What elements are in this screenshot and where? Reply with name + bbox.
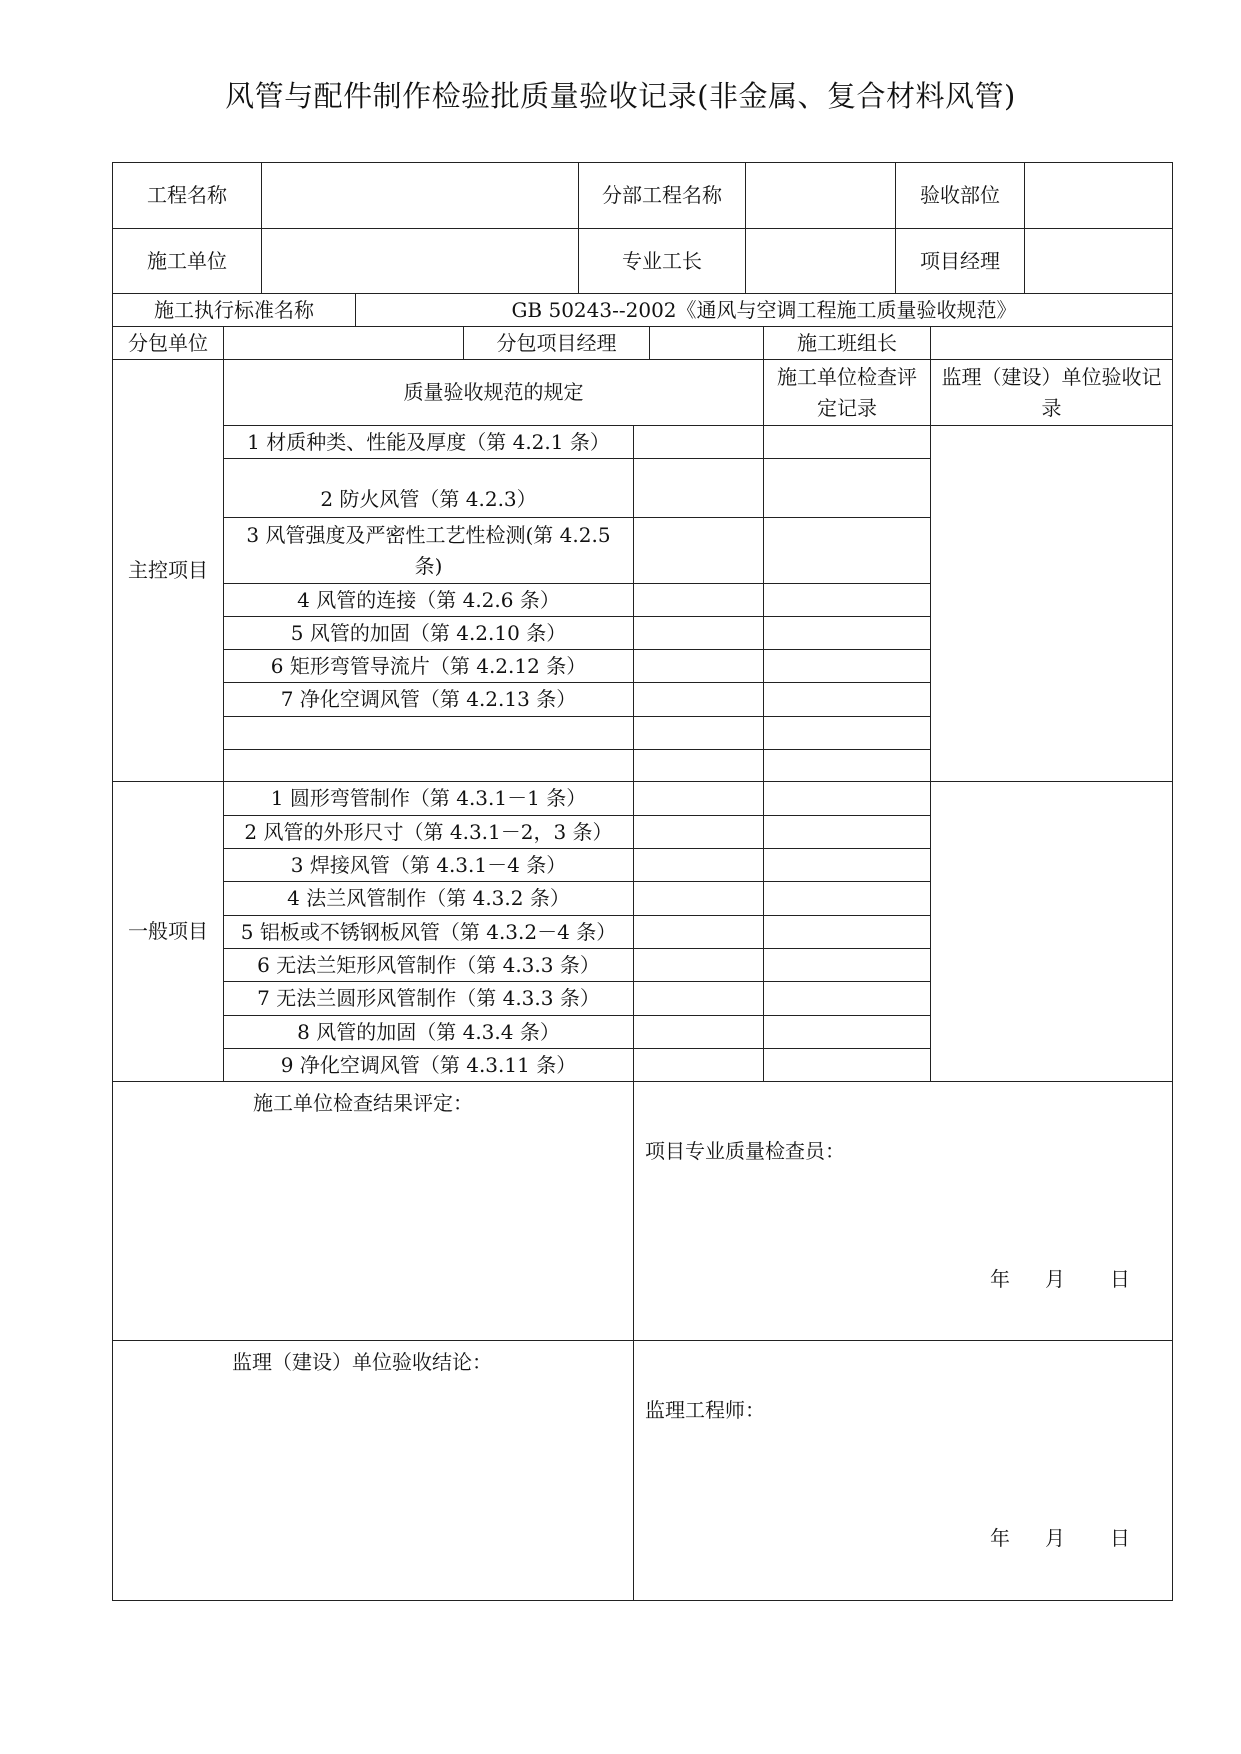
main-control-item: 3 风管强度及严密性工艺性检测(第 4.2.5 条) [223, 517, 634, 584]
main-control-label: 主控项目 [112, 359, 224, 782]
main-control-cell[interactable] [633, 583, 764, 617]
general-label: 一般项目 [112, 781, 224, 1082]
main-control-item: 6 矩形弯管导流片（第 4.2.12 条） [223, 649, 634, 683]
date-year: 年 [990, 1526, 1010, 1550]
general-cell[interactable] [633, 981, 764, 1016]
general-check-cell[interactable] [763, 948, 931, 982]
main-control-check-cell[interactable] [763, 517, 931, 584]
main-control-check-cell[interactable] [763, 425, 931, 459]
general-check-cell[interactable] [763, 881, 931, 916]
document-title: 风管与配件制作检验批质量验收记录(非金属、复合材料风管) [225, 79, 1016, 113]
main-control-item: 2 防火风管（第 4.2.3） [223, 458, 634, 518]
acceptance-part-label: 验收部位 [895, 162, 1025, 229]
main-control-item: 7 净化空调风管（第 4.2.13 条） [223, 682, 634, 717]
inspector-box[interactable] [633, 1081, 1173, 1341]
main-control-check-cell[interactable] [763, 749, 931, 782]
main-control-cell[interactable] [633, 716, 764, 750]
general-cell[interactable] [633, 915, 764, 949]
general-item: 3 焊接风管（第 4.3.1－4 条） [223, 848, 634, 882]
general-check-cell[interactable] [763, 848, 931, 882]
team-leader-field[interactable] [930, 326, 1173, 360]
inspector-label: 项目专业质量检查员： [645, 1139, 845, 1163]
engineer-label: 监理工程师： [645, 1398, 765, 1422]
main-control-cell[interactable] [633, 749, 764, 782]
contractor-result-label: 施工单位检查结果评定： [253, 1091, 473, 1115]
main-control-cell[interactable] [633, 616, 764, 650]
main-control-item [223, 716, 634, 750]
sub-pm-label: 分包项目经理 [463, 326, 650, 360]
general-item: 9 净化空调风管（第 4.3.11 条） [223, 1048, 634, 1082]
general-item: 5 铝板或不锈钢板风管（第 4.3.2－4 条） [223, 915, 634, 949]
general-check-cell[interactable] [763, 815, 931, 849]
contractor-check-column-header: 施工单位检查评定记录 [763, 359, 931, 426]
general-check-cell[interactable] [763, 1048, 931, 1082]
main-control-item: 5 风管的加固（第 4.2.10 条） [223, 616, 634, 650]
supervision-record-column-header: 监理（建设）单位验收记录 [930, 359, 1173, 426]
date-month: 月 [1045, 1526, 1065, 1550]
general-item: 4 法兰风管制作（第 4.3.2 条） [223, 881, 634, 916]
general-item: 7 无法兰圆形风管制作（第 4.3.3 条） [223, 981, 634, 1016]
general-item: 8 风管的加固（第 4.3.4 条） [223, 1015, 634, 1049]
subcontractor-field[interactable] [223, 326, 464, 360]
foreman-field[interactable] [745, 228, 896, 294]
engineer-box[interactable] [633, 1340, 1173, 1601]
main-control-item [223, 749, 634, 782]
acceptance-part-field[interactable] [1024, 162, 1173, 229]
general-check-cell[interactable] [763, 981, 931, 1016]
main-control-cell[interactable] [633, 425, 764, 459]
main-control-supervision-cell[interactable] [930, 425, 1173, 782]
sub-project-field[interactable] [745, 162, 896, 229]
main-control-cell[interactable] [633, 517, 764, 584]
project-name-label: 工程名称 [112, 162, 262, 229]
project-manager-field[interactable] [1024, 228, 1173, 294]
sub-project-label: 分部工程名称 [578, 162, 746, 229]
supervision-conclusion-box[interactable] [112, 1340, 634, 1601]
general-cell[interactable] [633, 781, 764, 816]
project-manager-label: 项目经理 [895, 228, 1025, 294]
general-cell[interactable] [633, 815, 764, 849]
general-cell[interactable] [633, 1048, 764, 1082]
spec-column-header: 质量验收规范的规定 [223, 359, 764, 426]
general-check-cell[interactable] [763, 1015, 931, 1049]
team-leader-label: 施工班组长 [763, 326, 931, 360]
main-control-item: 1 材质种类、性能及厚度（第 4.2.1 条） [223, 425, 634, 459]
main-control-cell[interactable] [633, 682, 764, 717]
date-year: 年 [990, 1267, 1010, 1291]
general-item: 6 无法兰矩形风管制作（第 4.3.3 条） [223, 948, 634, 982]
date-day: 日 [1110, 1267, 1130, 1291]
general-item: 1 圆形弯管制作（第 4.3.1－1 条） [223, 781, 634, 816]
standard-value: GB 50243--2002《通风与空调工程施工质量验收规范》 [355, 293, 1173, 327]
general-cell[interactable] [633, 1015, 764, 1049]
main-control-check-cell[interactable] [763, 583, 931, 617]
sub-pm-field[interactable] [649, 326, 764, 360]
general-supervision-cell[interactable] [930, 781, 1173, 1082]
contractor-field[interactable] [261, 228, 579, 294]
date-month: 月 [1045, 1267, 1065, 1291]
main-control-check-cell[interactable] [763, 716, 931, 750]
subcontractor-label: 分包单位 [112, 326, 224, 360]
main-control-check-cell[interactable] [763, 616, 931, 650]
main-control-check-cell[interactable] [763, 682, 931, 717]
contractor-label: 施工单位 [112, 228, 262, 294]
supervision-conclusion-label: 监理（建设）单位验收结论： [232, 1350, 492, 1374]
general-cell[interactable] [633, 948, 764, 982]
main-control-check-cell[interactable] [763, 458, 931, 518]
main-control-item: 4 风管的连接（第 4.2.6 条） [223, 583, 634, 617]
standard-label: 施工执行标准名称 [112, 293, 356, 327]
general-cell[interactable] [633, 881, 764, 916]
general-item: 2 风管的外形尺寸（第 4.3.1－2，3 条） [223, 815, 634, 849]
general-check-cell[interactable] [763, 781, 931, 816]
project-name-field[interactable] [261, 162, 579, 229]
date-day: 日 [1110, 1526, 1130, 1550]
main-control-cell[interactable] [633, 458, 764, 518]
main-control-check-cell[interactable] [763, 649, 931, 683]
contractor-result-box[interactable] [112, 1081, 634, 1341]
general-check-cell[interactable] [763, 915, 931, 949]
foreman-label: 专业工长 [578, 228, 746, 294]
general-cell[interactable] [633, 848, 764, 882]
main-control-cell[interactable] [633, 649, 764, 683]
